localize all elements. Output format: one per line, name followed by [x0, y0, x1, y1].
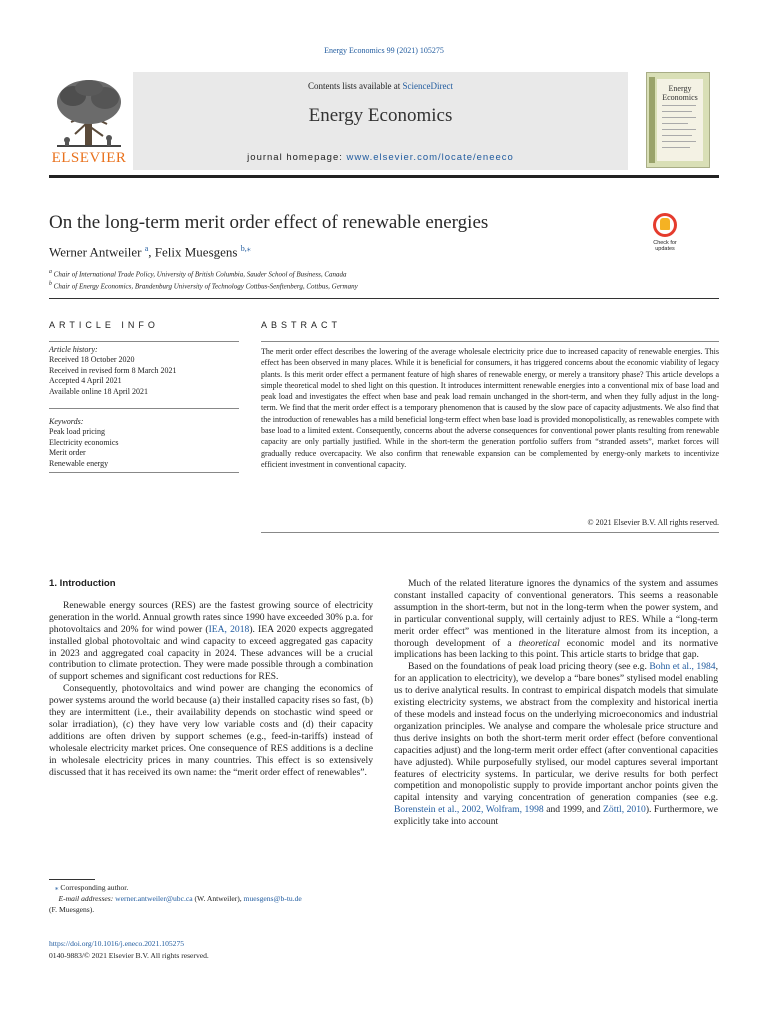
- citation-link[interactable]: Bohn et al., 1984: [649, 661, 716, 673]
- divider: [261, 341, 719, 342]
- contents-prefix: Contents lists available at: [308, 81, 403, 91]
- keyword: Renewable energy: [49, 458, 109, 468]
- cover-spine: [649, 77, 655, 163]
- body-paragraph: [394, 661, 718, 828]
- section-heading: 1. Introduction: [49, 578, 116, 589]
- text-run: ). Furthermore, we explicitly take into account: [394, 804, 718, 828]
- divider: [49, 341, 239, 342]
- masthead-rule: [49, 175, 719, 178]
- abstract-copyright: © 2021 Elsevier B.V. All rights reserved.: [587, 518, 719, 527]
- journal-homepage-link[interactable]: www.elsevier.com/locate/eneeco: [346, 152, 514, 163]
- cover-text-line: [662, 141, 696, 142]
- journal-reference[interactable]: Energy Economics 99 (2021) 105275: [324, 46, 444, 55]
- affiliation-text: Chair of Energy Economics, Brandenburg University of Technology Cottbus-Senftenberg, Cottbus, Germany: [53, 282, 358, 291]
- footnote-rule: [49, 879, 95, 880]
- keyword: Merit order: [49, 448, 86, 458]
- body-column-left: [49, 578, 373, 779]
- keyword: Peak load pricing: [49, 427, 105, 437]
- history-item: Accepted 4 April 2021: [49, 376, 122, 386]
- body-paragraph: [394, 578, 718, 661]
- sciencedirect-link[interactable]: ScienceDirect: [402, 81, 453, 91]
- email-link[interactable]: muesgens@b-tu.de: [243, 894, 302, 903]
- crossmark-bookmark-icon: [660, 218, 670, 230]
- author-separator: ,: [148, 244, 155, 260]
- citation-link[interactable]: IEA, 2018: [208, 623, 250, 635]
- text-run: economic model and its normative implications has been lacking to this point. This article starts to bridge that gap.: [394, 637, 718, 661]
- cover-text-line: [662, 111, 692, 112]
- text-run: (W. Antweiler),: [192, 894, 244, 903]
- abstract-text: The merit order effect describes the lowering of the average wholesale electricity price due to increased capacity of renewable energies. This effect has been observed in many places. While it is beneficial for consumers, it has triggered concerns about the economic viability of legacy plants. Is this merit order effect a permanent feature of high shares of renewable energy, or merely a transitory phase? This article develops a simple theoretical model to shed light on this question. It introduces intermittent renewable energies into a conventional mix of base load and peak load and investigates the effect when base and peak load remain unchanged in the short-term, and when they fully adjust in the long-term. We find that the merit order effect is a temporary phenomenon that is caused by the slow pace of capacity adjustments. We also find that the introduction of renewables has a mild beneficial long-term effect when base load is provided monopolistically, as renewables compete with base load to a limited extent. Consequently, concerns about the adverse consequences for conventional power plants resulting from renewable capacity are only partially justified. While in the short-term the generation portfolio suffers from “stranded assets”, market forces will gradually reduce overcapacity. We also confirm that renewable expansion can be complemented by energy-only markets to incentivize efficient investment in conventional capacity.: [261, 347, 719, 469]
- cover-text-line: [662, 135, 692, 136]
- author-list: [49, 244, 251, 260]
- journal-cover-thumbnail[interactable]: [646, 72, 710, 168]
- affiliation-sup: a: [49, 269, 52, 275]
- author-name[interactable]: Werner Antweiler: [49, 244, 142, 260]
- keyword: Electricity economics: [49, 437, 119, 447]
- author-name[interactable]: Felix Muesgens: [154, 244, 238, 260]
- cover-text-line: [662, 147, 690, 148]
- history-item: Received in revised form 8 March 2021: [49, 365, 177, 375]
- text-run: ). IEA 2020 expects aggregated installed global photovoltaic and wind capacity to exceed aggregated gas capacity in 2023 and aggregated coal capacity in 2024. These advances will be a crucial contribution to climate protection. They were made possible through a combination of support schemes and significant cost reductions for RES.: [49, 623, 373, 683]
- divider: [49, 472, 239, 473]
- email-line: [49, 893, 379, 904]
- email-link[interactable]: werner.antweiler@ubc.ca: [115, 894, 193, 903]
- body-column-right: [394, 578, 718, 828]
- cover-page: [657, 79, 703, 161]
- footnote-marker[interactable]: ⁎: [54, 883, 59, 892]
- crossmark-icon: [653, 213, 677, 237]
- elsevier-logo[interactable]: [49, 74, 129, 166]
- issn-copyright: 0140-9883/© 2021 Elsevier B.V. All rights reserved.: [49, 951, 209, 960]
- text-run: , for an application to electricity), we develop a “bare bones” stylised model enabling us to derive analytical results. In contrast to empirical dispatch models that simulate existing electricity systems, we abstract from the complexity and historical inertia of these models and instead focus on the underlying microeconomics and industrial organization principles. We analyse and compare the wholesale price structure and thus derive insights on both the short-term merit order effect (before conventional capacities adjust) and the long-term merit order effect (after conventional capacities have adjusted). While purposefully stylised, our model captures several important features of electricity systems. In particular, we derive results for both perfect competition and monopolistic supply to provide important anchor points given the capital intensity and varying concentration of generation companies (see e.g.: [394, 661, 718, 804]
- journal-name: Energy Economics: [308, 105, 453, 126]
- affiliation: [49, 281, 358, 290]
- doi-link[interactable]: https://doi.org/10.1016/j.eneco.2021.105275: [49, 939, 185, 948]
- history-item: Available online 18 April 2021: [49, 386, 148, 396]
- contents-line: [133, 81, 628, 91]
- homepage-prefix: journal homepage:: [247, 152, 347, 163]
- text-run: Much of the related literature ignores the dynamics of the system and assumes constant installed capacity of conventional generators. This seems a reasonable assumption in the short-term, but not in the long-term when the power system, and in particular conventional supply, will certainly adjust to RES. While a “long-term merit order effect” was mentioned in the literature almost from its inception, a thorough development of a: [394, 578, 718, 649]
- abstract-heading: ABSTRACT: [261, 320, 342, 330]
- header-divider: [49, 298, 719, 299]
- body-paragraph: Consequently, photovoltaics and wind power are changing the economics of power systems around the world because (a) their installed capacity rises so fast, (b) they are intermittent (i.e., their availability depends on stochastic wind speed or solar irradiation), (c) they have very low variable costs and (d) their capacity additions are often driven by support schemes (e.g., feed-in-tariffs) instead of wholesale electricity market prices. One consequence of RES additions is a decline in wholesale electricity prices in many countries. This effect is so extensively discussed that it has received its own name: the “merit order effect of renewables”.: [49, 683, 373, 778]
- email-owner: (F. Muesgens).: [49, 905, 95, 914]
- cover-text-line: [662, 123, 688, 124]
- check-for-updates-label: Check for updates: [653, 240, 677, 252]
- article-info-panel: [49, 345, 239, 469]
- emphasis: theoretical: [518, 637, 560, 649]
- affiliation-text: Chair of International Trade Policy, University of British Columbia, Sauder School of Business, Canada: [53, 270, 347, 279]
- cover-text-line: [662, 105, 696, 106]
- text-run: Based on the foundations of peak load pricing theory (see e.g.: [408, 661, 650, 673]
- body-paragraph: [49, 600, 373, 683]
- history-label: Article history:: [49, 345, 98, 354]
- email-label: E-mail addresses:: [58, 894, 116, 903]
- affiliation-marker[interactable]: a: [144, 244, 149, 253]
- affiliation: [49, 269, 347, 278]
- article-info-heading: ARTICLE INFO: [49, 320, 159, 330]
- journal-homepage-line: [133, 152, 628, 163]
- affiliation-marker[interactable]: b,⁎: [240, 244, 251, 253]
- citation-link[interactable]: Zöttl, 2010: [603, 804, 646, 816]
- cover-text-line: [662, 117, 696, 118]
- text-run: Corresponding author.: [58, 883, 129, 892]
- publisher-name: ELSEVIER: [51, 150, 127, 166]
- corresponding-author-note: [49, 882, 379, 893]
- cover-title: Energy Economics: [662, 84, 698, 102]
- journal-masthead: [49, 72, 709, 170]
- footnote: [49, 882, 379, 915]
- citation-link[interactable]: Borenstein et al., 2002, Wolfram, 1998: [394, 804, 544, 816]
- keywords-label: Keywords:: [49, 417, 84, 427]
- cover-text-line: [662, 129, 696, 130]
- masthead-center: [133, 72, 628, 170]
- history-item: Received 18 October 2020: [49, 355, 135, 365]
- text-run: Renewable energy sources (RES) are the fastest growing source of electricity generation in the world. Annual growth rates since 1990 have exceeded 30% p.a. for photovoltaics and 20% for wind power (: [49, 599, 373, 635]
- check-for-updates-badge[interactable]: [646, 213, 684, 253]
- affiliation-sup: b: [49, 281, 52, 287]
- article-title: On the long-term merit order effect of renewable energies: [49, 212, 489, 233]
- divider: [261, 532, 719, 533]
- text-run: and 1999, and: [543, 804, 604, 816]
